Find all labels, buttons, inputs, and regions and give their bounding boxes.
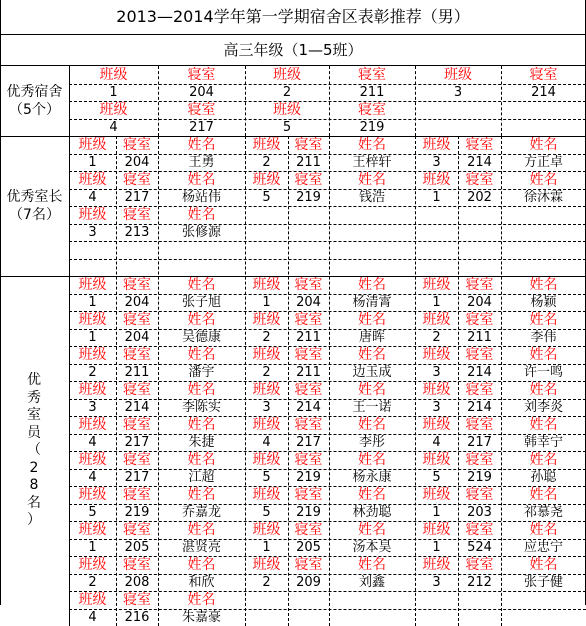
room-value: 202 <box>458 189 501 207</box>
name-header: 姓名 <box>501 486 586 504</box>
room-value: 204 <box>288 294 329 312</box>
grid-line <box>69 84 586 86</box>
class-value: 1 <box>415 539 458 557</box>
name-header: 姓名 <box>158 206 245 224</box>
grid-line <box>158 66 160 136</box>
grid-line <box>69 224 586 226</box>
room-value: 217 <box>116 434 158 452</box>
name-value: 朱捷 <box>158 434 245 452</box>
class-value: 1 <box>245 294 288 312</box>
room-value: 216 <box>116 609 158 626</box>
grid-line <box>69 311 586 313</box>
name-header: 姓名 <box>329 381 415 399</box>
name-value: 李彤 <box>329 434 415 452</box>
name-value: 杨永康 <box>329 469 415 487</box>
room-value: 203 <box>458 504 501 522</box>
class-header: 班级 <box>69 136 116 154</box>
class-header: 班级 <box>69 276 116 294</box>
class-header: 班级 <box>415 521 458 539</box>
class-value: 1 <box>415 294 458 312</box>
room-value: 214 <box>288 399 329 417</box>
class-value: 1 <box>69 294 116 312</box>
name-header: 姓名 <box>158 136 245 154</box>
name-value: 林劲聪 <box>329 504 415 522</box>
class-header: 班级 <box>245 521 288 539</box>
name-header: 姓名 <box>158 171 245 189</box>
sheet-title: 2013—2014学年第一学期宿舍区表彰推荐（男） <box>0 0 586 34</box>
name-value: 许一鸣 <box>501 364 586 382</box>
grid-line <box>116 136 118 626</box>
name-value: 孙聪 <box>501 469 586 487</box>
room-value: 212 <box>458 574 501 592</box>
name-value: 唐晖 <box>329 329 415 347</box>
grid-line <box>329 136 331 626</box>
class-value: 1 <box>69 84 158 102</box>
class-header: 班级 <box>415 346 458 364</box>
name-header: 姓名 <box>158 381 245 399</box>
grid-line <box>245 136 247 626</box>
class-header: 班级 <box>415 136 458 154</box>
class-header: 班级 <box>69 311 116 329</box>
room-value: 214 <box>458 154 501 172</box>
name-value: 张修源 <box>158 224 245 242</box>
grid-line <box>69 504 586 506</box>
class-value: 5 <box>69 504 116 522</box>
grid-line <box>69 189 586 191</box>
room-value: 211 <box>116 364 158 382</box>
grid-line <box>69 154 586 156</box>
room-value: 214 <box>458 399 501 417</box>
name-header: 姓名 <box>501 521 586 539</box>
name-value: 王梓轩 <box>329 154 415 172</box>
name-value: 边玉成 <box>329 364 415 382</box>
room-value: 219 <box>458 469 501 487</box>
room-header: 寝室 <box>288 171 329 189</box>
class-header: 班级 <box>69 171 116 189</box>
class-header: 班级 <box>245 451 288 469</box>
name-value: 祁慕尧 <box>501 504 586 522</box>
room-value: 204 <box>116 329 158 347</box>
grid-line <box>0 65 586 66</box>
name-header: 姓名 <box>329 416 415 434</box>
grid-line <box>69 451 586 453</box>
grid-line <box>69 381 586 383</box>
room-value: 205 <box>116 539 158 557</box>
room-value: 219 <box>288 189 329 207</box>
name-value: 刘鑫 <box>329 574 415 592</box>
class-value: 2 <box>415 329 458 347</box>
room-value: 219 <box>288 504 329 522</box>
room-header: 寝室 <box>458 136 501 154</box>
room-value: 211 <box>288 329 329 347</box>
class-value: 5 <box>245 189 288 207</box>
class-header: 班级 <box>69 521 116 539</box>
class-value: 1 <box>69 154 116 172</box>
class-value: 1 <box>415 504 458 522</box>
name-value: 杨颖 <box>501 294 586 312</box>
room-value: 211 <box>288 154 329 172</box>
room-header: 寝室 <box>501 66 586 84</box>
grid-line <box>501 66 503 136</box>
class-value: 3 <box>415 574 458 592</box>
name-header: 姓名 <box>158 521 245 539</box>
room-value: 205 <box>288 539 329 557</box>
room-value: 219 <box>288 469 329 487</box>
name-header: 姓名 <box>501 311 586 329</box>
class-value: 4 <box>69 434 116 452</box>
room-header: 寝室 <box>288 521 329 539</box>
room-value: 217 <box>116 469 158 487</box>
name-header: 姓名 <box>329 486 415 504</box>
class-value: 3 <box>245 399 288 417</box>
grid-line <box>69 416 586 418</box>
class-value: 5 <box>415 469 458 487</box>
room-header: 寝室 <box>288 486 329 504</box>
name-value: 张子健 <box>501 574 586 592</box>
name-value: 吴德康 <box>158 329 245 347</box>
grid-line <box>69 609 586 611</box>
grid-line <box>69 206 586 208</box>
class-header: 班级 <box>245 136 288 154</box>
name-header: 姓名 <box>158 591 245 609</box>
grid-line <box>0 276 586 277</box>
name-header: 姓名 <box>329 136 415 154</box>
class-header: 班级 <box>245 311 288 329</box>
class-header: 班级 <box>415 451 458 469</box>
room-header: 寝室 <box>288 556 329 574</box>
name-header: 姓名 <box>158 416 245 434</box>
class-header: 班级 <box>415 381 458 399</box>
class-value: 4 <box>69 609 116 626</box>
room-value: 204 <box>116 154 158 172</box>
name-value: 和欣 <box>158 574 245 592</box>
class-value: 3 <box>415 154 458 172</box>
grid-line <box>0 0 1 605</box>
grid-line <box>415 136 417 626</box>
room-header: 寝室 <box>458 451 501 469</box>
room-value: 208 <box>116 574 158 592</box>
class-value: 5 <box>245 469 288 487</box>
name-header: 姓名 <box>158 486 245 504</box>
class-value: 3 <box>415 399 458 417</box>
room-header: 寝室 <box>458 346 501 364</box>
grid-line <box>0 136 586 137</box>
class-value: 3 <box>415 364 458 382</box>
room-header: 寝室 <box>116 416 158 434</box>
room-value: 209 <box>288 574 329 592</box>
class-value: 3 <box>69 399 116 417</box>
name-header: 姓名 <box>329 346 415 364</box>
room-header: 寝室 <box>288 381 329 399</box>
name-value: 应忠宁 <box>501 539 586 557</box>
name-value: 朱嘉豪 <box>158 609 245 626</box>
grid-line <box>245 66 247 136</box>
room-value: 211 <box>458 329 501 347</box>
room-value: 217 <box>458 434 501 452</box>
grid-line <box>69 469 586 471</box>
class-header: 班级 <box>245 486 288 504</box>
room-header: 寝室 <box>158 101 245 119</box>
name-value: 韩幸宁 <box>501 434 586 452</box>
class-header: 班级 <box>415 556 458 574</box>
class-header: 班级 <box>245 556 288 574</box>
name-value: 李伟 <box>501 329 586 347</box>
class-header: 班级 <box>69 101 158 119</box>
class-header: 班级 <box>69 381 116 399</box>
room-header: 寝室 <box>116 136 158 154</box>
grid-line <box>69 294 586 296</box>
room-value: 204 <box>116 294 158 312</box>
group-label: 优 秀 室 员 （ 2 8 名 ） <box>24 372 44 530</box>
room-header: 寝室 <box>116 276 158 294</box>
name-header: 姓名 <box>329 556 415 574</box>
name-header: 姓名 <box>501 451 586 469</box>
class-value: 3 <box>69 224 116 242</box>
room-header: 寝室 <box>458 311 501 329</box>
name-value: 李陈实 <box>158 399 245 417</box>
grid-line <box>0 34 586 35</box>
grid-line <box>69 591 586 593</box>
class-header: 班级 <box>69 66 158 84</box>
class-header: 班级 <box>245 101 329 119</box>
room-header: 寝室 <box>116 556 158 574</box>
class-value: 1 <box>415 189 458 207</box>
grid-line <box>69 119 586 121</box>
grid-line <box>69 329 586 331</box>
name-header: 姓名 <box>329 171 415 189</box>
grid-line <box>158 136 160 626</box>
room-header: 寝室 <box>458 171 501 189</box>
class-value: 4 <box>69 189 116 207</box>
sheet-subtitle: 高三年级（1—5班） <box>0 35 586 65</box>
class-value: 4 <box>245 434 288 452</box>
class-value: 2 <box>245 154 288 172</box>
grid-line <box>69 539 586 541</box>
class-header: 班级 <box>245 171 288 189</box>
class-header: 班级 <box>245 66 329 84</box>
room-header: 寝室 <box>116 451 158 469</box>
grid-line <box>69 574 586 576</box>
class-header: 班级 <box>245 381 288 399</box>
class-value: 5 <box>245 504 288 522</box>
room-header: 寝室 <box>116 346 158 364</box>
room-header: 寝室 <box>288 451 329 469</box>
room-header: 寝室 <box>288 311 329 329</box>
room-header: 寝室 <box>329 66 415 84</box>
name-value: 刘李炎 <box>501 399 586 417</box>
name-header: 姓名 <box>329 276 415 294</box>
name-header: 姓名 <box>158 311 245 329</box>
name-value: 乔嘉龙 <box>158 504 245 522</box>
name-header: 姓名 <box>501 381 586 399</box>
name-header: 姓名 <box>158 451 245 469</box>
grid-line <box>69 259 586 261</box>
room-value: 217 <box>158 119 245 137</box>
room-value: 214 <box>501 84 586 102</box>
class-value: 2 <box>245 84 329 102</box>
name-header: 姓名 <box>501 346 586 364</box>
grid-line <box>69 171 586 173</box>
grid-line <box>69 556 586 558</box>
name-header: 姓名 <box>329 521 415 539</box>
grid-line <box>69 241 586 243</box>
room-header: 寝室 <box>458 521 501 539</box>
class-value: 2 <box>69 574 116 592</box>
name-value: 湛贤亮 <box>158 539 245 557</box>
room-header: 寝室 <box>116 521 158 539</box>
name-header: 姓名 <box>501 276 586 294</box>
name-value: 潘宇 <box>158 364 245 382</box>
room-header: 寝室 <box>458 416 501 434</box>
grid-line <box>69 486 586 488</box>
class-header: 班级 <box>69 486 116 504</box>
room-header: 寝室 <box>458 381 501 399</box>
class-header: 班级 <box>415 66 501 84</box>
class-header: 班级 <box>69 346 116 364</box>
class-value: 1 <box>69 539 116 557</box>
group-label: 优秀宿舍 （5个） <box>0 83 69 119</box>
grid-line <box>69 521 586 523</box>
name-header: 姓名 <box>329 451 415 469</box>
name-header: 姓名 <box>501 136 586 154</box>
class-value: 4 <box>69 119 158 137</box>
name-header: 姓名 <box>501 556 586 574</box>
class-header: 班级 <box>69 591 116 609</box>
class-value: 2 <box>69 364 116 382</box>
room-value: 211 <box>288 364 329 382</box>
room-header: 寝室 <box>288 346 329 364</box>
grid-line <box>69 364 586 366</box>
grid-line <box>69 434 586 436</box>
room-header: 寝室 <box>116 171 158 189</box>
name-header: 姓名 <box>158 556 245 574</box>
room-header: 寝室 <box>329 101 415 119</box>
name-header: 姓名 <box>329 311 415 329</box>
class-value: 4 <box>69 469 116 487</box>
room-header: 寝室 <box>458 276 501 294</box>
class-header: 班级 <box>245 276 288 294</box>
grid-line <box>69 346 586 348</box>
name-header: 姓名 <box>158 346 245 364</box>
class-header: 班级 <box>69 451 116 469</box>
room-header: 寝室 <box>116 311 158 329</box>
class-header: 班级 <box>69 556 116 574</box>
name-value: 汤本昊 <box>329 539 415 557</box>
room-value: 219 <box>329 119 415 137</box>
class-header: 班级 <box>69 416 116 434</box>
name-value: 钱浩 <box>329 189 415 207</box>
class-value: 5 <box>245 119 329 137</box>
room-value: 524 <box>458 539 501 557</box>
grid-line <box>69 101 586 103</box>
name-header: 姓名 <box>158 276 245 294</box>
class-header: 班级 <box>69 206 116 224</box>
class-value: 2 <box>245 329 288 347</box>
name-value: 王一诺 <box>329 399 415 417</box>
name-value: 方正卓 <box>501 154 586 172</box>
room-header: 寝室 <box>288 136 329 154</box>
room-header: 寝室 <box>288 276 329 294</box>
room-header: 寝室 <box>116 381 158 399</box>
grid-line <box>288 136 290 626</box>
room-value: 204 <box>458 294 501 312</box>
room-header: 寝室 <box>288 416 329 434</box>
room-value: 204 <box>158 84 245 102</box>
name-header: 姓名 <box>501 171 586 189</box>
class-header: 班级 <box>415 416 458 434</box>
class-value: 1 <box>69 329 116 347</box>
class-value: 1 <box>245 539 288 557</box>
class-value: 2 <box>245 574 288 592</box>
class-header: 班级 <box>245 416 288 434</box>
name-value: 张子旭 <box>158 294 245 312</box>
grid-line <box>415 66 417 136</box>
class-value: 2 <box>245 364 288 382</box>
grid-line <box>329 66 331 136</box>
room-header: 寝室 <box>458 486 501 504</box>
room-value: 211 <box>329 84 415 102</box>
room-value: 214 <box>458 364 501 382</box>
name-value: 王勇 <box>158 154 245 172</box>
class-header: 班级 <box>415 171 458 189</box>
class-header: 班级 <box>415 276 458 294</box>
room-header: 寝室 <box>116 206 158 224</box>
name-value: 徐沐霖 <box>501 189 586 207</box>
class-header: 班级 <box>415 486 458 504</box>
grid-line <box>69 399 586 401</box>
grid-line <box>501 136 503 626</box>
class-value: 3 <box>415 84 501 102</box>
name-value: 杨站伟 <box>158 189 245 207</box>
room-header: 寝室 <box>116 486 158 504</box>
room-value: 217 <box>288 434 329 452</box>
group-label: 优秀室长 （7名） <box>0 188 69 224</box>
room-value: 214 <box>116 399 158 417</box>
room-value: 219 <box>116 504 158 522</box>
class-header: 班级 <box>245 346 288 364</box>
room-value: 217 <box>116 189 158 207</box>
name-header: 姓名 <box>501 416 586 434</box>
room-value: 213 <box>116 224 158 242</box>
name-value: 江超 <box>158 469 245 487</box>
room-header: 寝室 <box>158 66 245 84</box>
room-header: 寝室 <box>116 591 158 609</box>
grid-line <box>458 136 460 626</box>
name-value: 杨清霄 <box>329 294 415 312</box>
class-header: 班级 <box>415 311 458 329</box>
class-value: 4 <box>415 434 458 452</box>
room-header: 寝室 <box>458 556 501 574</box>
